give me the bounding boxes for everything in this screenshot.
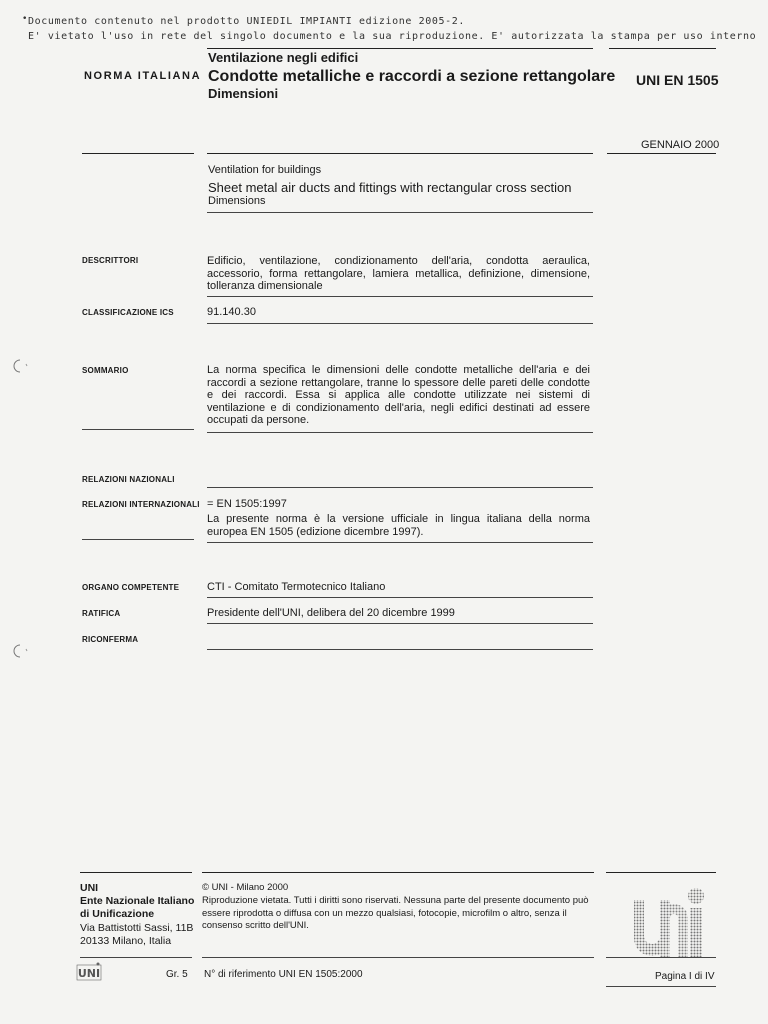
svg-text:UNI: UNI bbox=[77, 967, 101, 980]
organo-label: ORGANO COMPETENTE bbox=[82, 583, 180, 592]
descrittori-value: Edificio, ventilazione, condizionamento dell'aria, condotta aeraulica, accessorio, forma rettangolare, lamiera metallica, definizione, dimensione, tolleranza dimensionale bbox=[207, 255, 590, 292]
sommario-rule bbox=[207, 432, 593, 433]
org-name-1: Ente Nazionale Italiano bbox=[80, 895, 195, 907]
header-rule-top bbox=[207, 48, 593, 49]
ics-rule bbox=[207, 323, 593, 324]
descrittori-rule bbox=[207, 296, 593, 297]
rule-mid bbox=[207, 153, 593, 154]
standard-code: UNI EN 1505 bbox=[636, 72, 719, 88]
rule-left bbox=[82, 153, 194, 154]
org-name-2: di Unificazione bbox=[80, 908, 155, 920]
organo-rule bbox=[207, 597, 593, 598]
footer-rule-mid bbox=[202, 872, 594, 873]
english-title: Sheet metal air ducts and fittings with rectangular cross section bbox=[208, 180, 572, 195]
relazioni-internazionali-rule bbox=[207, 542, 593, 543]
uni-small-logo bbox=[76, 962, 102, 982]
footer-bottom-rule-right bbox=[606, 957, 716, 958]
reference-number: N° di riferimento UNI EN 1505:2000 bbox=[204, 969, 363, 980]
footer-rule-left bbox=[80, 872, 192, 873]
watermark-notice bbox=[22, 14, 757, 44]
descrittori-label: DESCRITTORI bbox=[82, 256, 139, 265]
relazioni-internazionali-value-1: = EN 1505:1997 bbox=[207, 498, 287, 510]
ratifica-label: RATIFICA bbox=[82, 609, 121, 618]
punch-hole-icon bbox=[13, 358, 29, 374]
footer-bottom-rule-mid bbox=[202, 957, 594, 958]
organo-value: CTI - Comitato Termotecnico Italiano bbox=[207, 581, 386, 593]
rights-notice: Riproduzione vietata. Tutti i diritti sono riservati. Nessuna parte del presente documento può essere riprodotta o diffusa con un mezzo qualsiasi, fotocopie, microfilm o altro, senza il consenso scritto dell'UNI. bbox=[202, 895, 589, 931]
ics-label: CLASSIFICAZIONE ICS bbox=[82, 308, 174, 317]
sommario-value: La norma specifica le dimensioni delle condotte metalliche dell'aria e dei raccordi a sezione rettangolare, tranne lo spessore delle pareti delle condotte e dei raccordi. Essa si applica alle condotte utilizzate nei sistemi di ventilazione e di condizionamento dell'aria, negli edifici destinati ad essere occupati da persone. bbox=[207, 364, 590, 426]
italian-title: Condotte metalliche e raccordi a sezione rettangolare bbox=[208, 68, 616, 85]
sommario-rule-left bbox=[82, 429, 194, 430]
page-number-rule bbox=[606, 986, 716, 987]
org-address-1: Via Battistotti Sassi, 11B bbox=[80, 922, 194, 934]
sommario-label: SOMMARIO bbox=[82, 366, 129, 375]
ratifica-value: Presidente dell'UNI, delibera del 20 dicembre 1999 bbox=[207, 607, 455, 619]
italian-subtitle: Dimensioni bbox=[208, 86, 279, 101]
watermark-line-2: E' vietato l'uso in rete del singolo documento e la sua riproduzione. E' autorizzata la stampa per uso interno bbox=[28, 31, 757, 42]
footer-bottom-rule-left bbox=[80, 957, 192, 958]
relazioni-rule-left bbox=[82, 539, 194, 540]
rule-right bbox=[607, 153, 716, 154]
relazioni-nazionali-label: RELAZIONI NAZIONALI bbox=[82, 475, 175, 484]
english-rule bbox=[207, 212, 593, 213]
relazioni-internazionali-label: RELAZIONI INTERNAZIONALI bbox=[82, 500, 200, 509]
org-abbr: UNI bbox=[80, 882, 99, 894]
watermark-line-1: Documento contenuto nel prodotto UNIEDIL IMPIANTI edizione 2005-2. bbox=[28, 16, 465, 27]
page-number: Pagina I di IV bbox=[655, 971, 715, 982]
bullet-icon: • bbox=[22, 14, 29, 24]
english-supertitle: Ventilation for buildings bbox=[208, 164, 322, 176]
header-rule-top-right bbox=[609, 48, 716, 49]
norma-italiana-label: NORMA ITALIANA bbox=[84, 70, 202, 82]
publication-date: GENNAIO 2000 bbox=[641, 139, 720, 151]
ics-value: 91.140.30 bbox=[207, 306, 256, 318]
org-address-2: 20133 Milano, Italia bbox=[80, 935, 172, 947]
relazioni-internazionali-value-2: La presente norma è la versione ufficiale in lingua italiana della norma europea EN 1505 (edizione dicembre 1997). bbox=[207, 513, 590, 538]
grade-label: Gr. 5 bbox=[166, 969, 188, 980]
ratifica-rule bbox=[207, 623, 593, 624]
riconferma-label: RICONFERMA bbox=[82, 635, 139, 644]
english-subtitle: Dimensions bbox=[208, 195, 266, 207]
copyright: © UNI - Milano 2000 bbox=[202, 882, 289, 893]
relazioni-nazionali-rule bbox=[207, 487, 593, 488]
uni-logo bbox=[630, 886, 712, 962]
italian-supertitle: Ventilazione negli edifici bbox=[208, 50, 359, 65]
riconferma-rule bbox=[207, 649, 593, 650]
footer-rule-right bbox=[606, 872, 716, 873]
punch-hole-icon bbox=[13, 643, 29, 659]
